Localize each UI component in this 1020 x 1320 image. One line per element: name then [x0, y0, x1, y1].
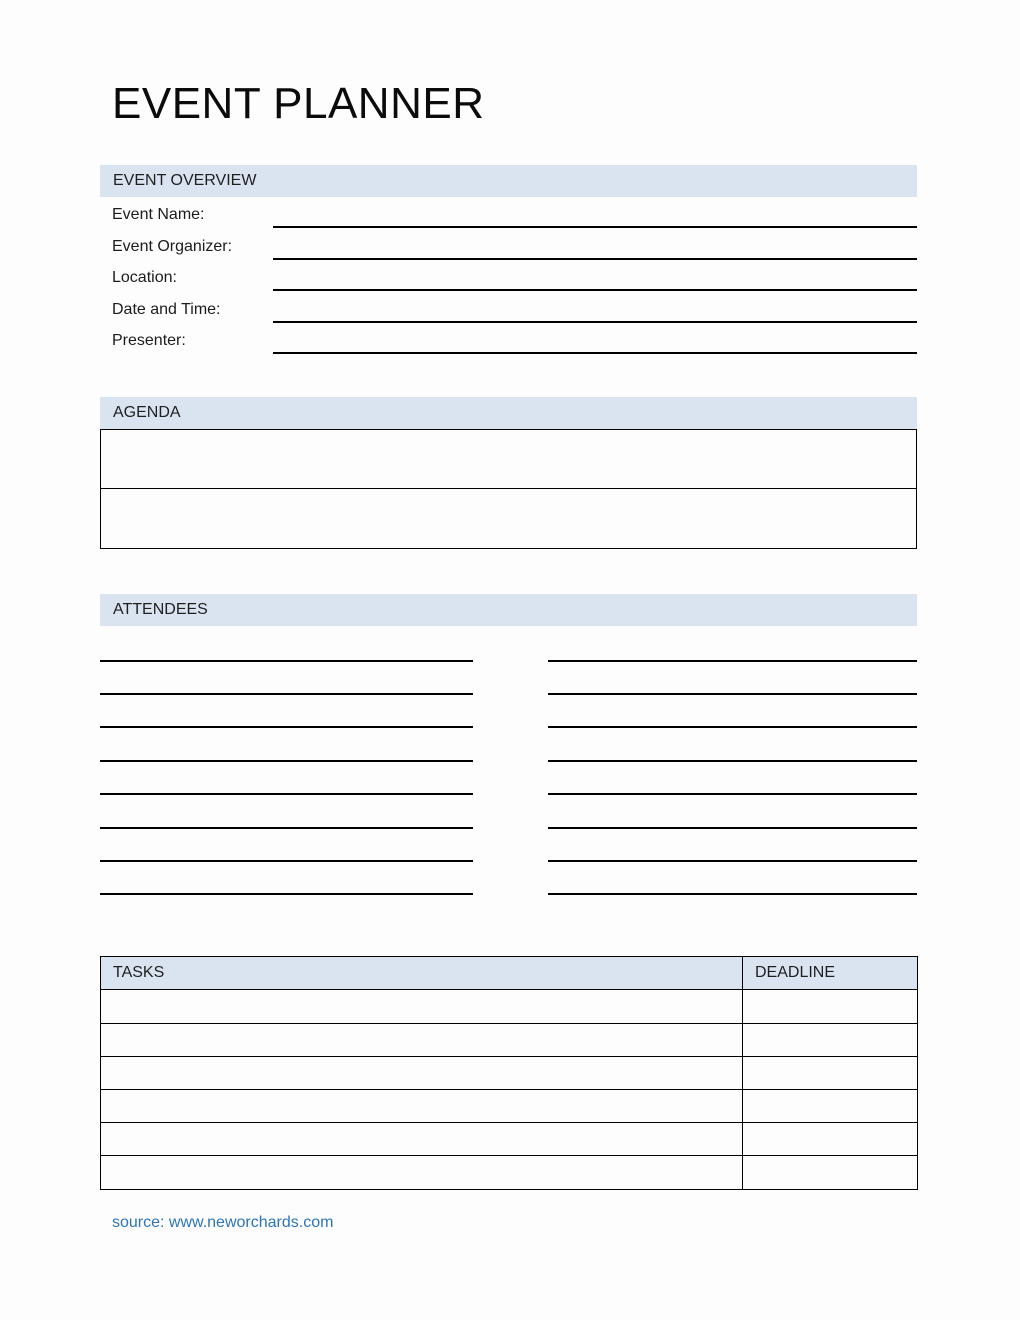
section-header-label: EVENT OVERVIEW	[113, 172, 257, 189]
attendee-line[interactable]	[548, 795, 917, 828]
attendee-line[interactable]	[100, 829, 473, 862]
attendee-line[interactable]	[548, 628, 917, 661]
attendee-line[interactable]	[100, 862, 473, 895]
section-header-label: ATTENDEES	[113, 600, 208, 618]
presenter-input[interactable]	[273, 330, 917, 354]
page-title: EVENT PLANNER	[112, 79, 485, 128]
tasks-table	[100, 956, 918, 1189]
table-row	[101, 1089, 918, 1122]
field-row-event-name	[100, 197, 917, 228]
deadline-cell[interactable]	[743, 990, 918, 1023]
table-row	[101, 1123, 918, 1156]
tasks-header-row	[101, 957, 918, 990]
attendee-line[interactable]	[100, 662, 473, 695]
location-input[interactable]	[273, 267, 917, 291]
attendees-columns	[100, 628, 917, 895]
deadline-column-header: DEADLINE	[743, 957, 918, 990]
attendee-line[interactable]	[100, 728, 473, 761]
date-time-input[interactable]	[273, 299, 917, 323]
source-link[interactable]: source: www.neworchards.com	[112, 1213, 334, 1231]
deadline-cell[interactable]	[743, 1156, 918, 1189]
attendee-line[interactable]	[548, 695, 917, 728]
attendee-line[interactable]	[548, 728, 917, 761]
attendees-right-column	[548, 628, 917, 895]
task-cell[interactable]	[101, 1056, 743, 1089]
task-cell[interactable]	[101, 990, 743, 1023]
section-header-event-overview	[100, 165, 917, 197]
attendee-line[interactable]	[548, 862, 917, 895]
task-cell[interactable]	[101, 1123, 743, 1156]
event-name-input[interactable]	[273, 204, 917, 228]
deadline-cell[interactable]	[743, 1123, 918, 1156]
table-row	[101, 1023, 918, 1056]
field-row-location	[100, 260, 917, 291]
attendee-line[interactable]	[100, 628, 473, 661]
table-row	[101, 1056, 918, 1089]
event-organizer-input[interactable]	[273, 236, 917, 260]
agenda-box	[100, 429, 917, 549]
table-row	[101, 990, 918, 1023]
attendees-left-column	[100, 628, 473, 895]
attendee-line[interactable]	[548, 829, 917, 862]
section-header-label: AGENDA	[113, 403, 181, 421]
attendee-line[interactable]	[100, 695, 473, 728]
task-cell[interactable]	[101, 1089, 743, 1122]
attendee-line[interactable]	[548, 762, 917, 795]
tasks-column-header: TASKS	[101, 957, 743, 990]
event-name-label: Event Name:	[112, 206, 205, 224]
table-row	[101, 1156, 918, 1189]
field-row-event-organizer	[100, 228, 917, 259]
agenda-row-1[interactable]	[101, 430, 916, 489]
deadline-cell[interactable]	[743, 1089, 918, 1122]
agenda-row-2[interactable]	[101, 489, 916, 548]
attendee-line[interactable]	[100, 795, 473, 828]
attendee-line[interactable]	[548, 662, 917, 695]
section-header-agenda	[100, 397, 917, 429]
field-row-date-time	[100, 291, 917, 322]
attendee-line[interactable]	[100, 762, 473, 795]
date-time-label: Date and Time:	[112, 300, 221, 318]
deadline-cell[interactable]	[743, 1023, 918, 1056]
event-organizer-label: Event Organizer:	[112, 237, 233, 255]
location-label: Location:	[112, 269, 177, 287]
field-row-presenter	[100, 323, 917, 354]
task-cell[interactable]	[101, 1156, 743, 1189]
task-cell[interactable]	[101, 1023, 743, 1056]
deadline-cell[interactable]	[743, 1056, 918, 1089]
page-content	[100, 0, 917, 1232]
section-header-attendees	[100, 594, 917, 626]
presenter-label: Presenter:	[112, 331, 186, 349]
